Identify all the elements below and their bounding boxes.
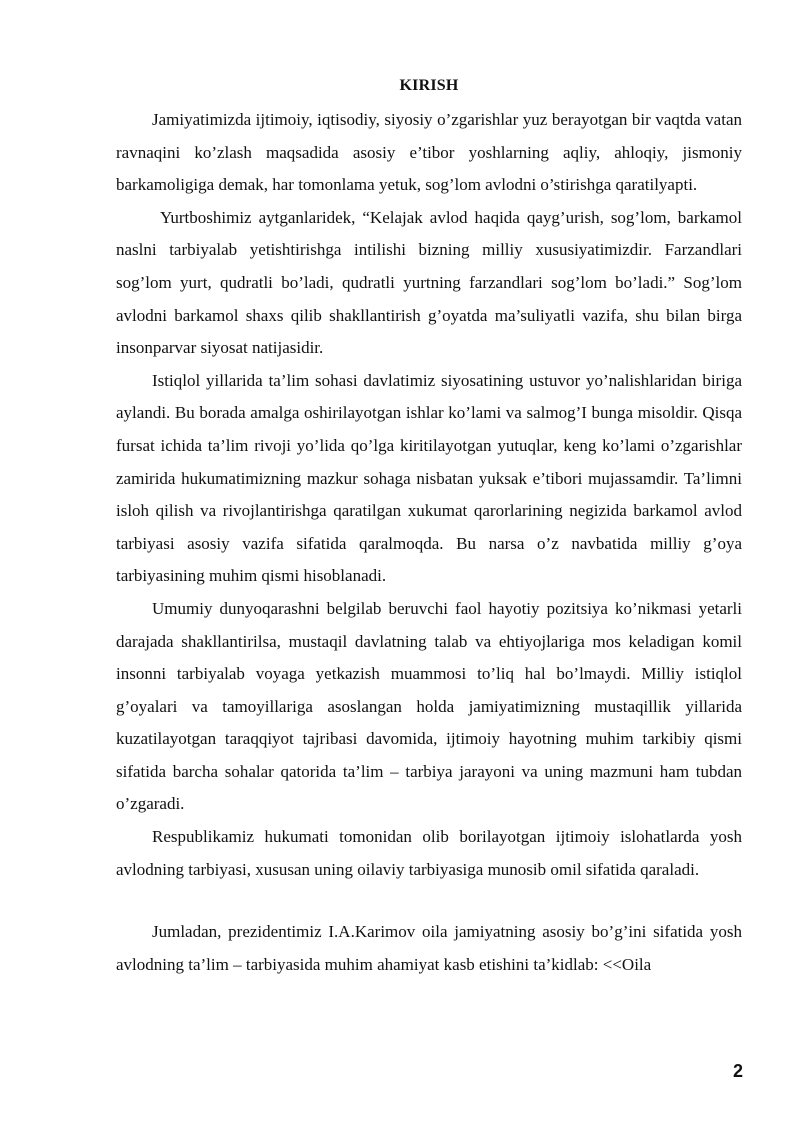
paragraph-5: Respublikamiz hukumati tomonidan olib borilayotgan ijtimoiy islohatlarda yosh avlodning tarbiyasi, xususan uning oilaviy tarbiyasiga munosib omil sifatida qaraladi.: [116, 827, 742, 879]
paragraph-6: Jumladan, prezidentimiz I.A.Karimov oila jamiyatning asosiy bo’g’ini sifatida yosh avlodning ta’lim – tarbiyasida muhim ahamiyat kasb etishini ta’kidlab: <<Oila: [116, 922, 742, 974]
paragraph-4: Umumiy dunyoqarashni belgilab beruvchi faol hayotiy pozitsiya ko’nikmasi yetarli darajada shakllantirilsa, mustaqil davlatning talab va ehtiyojlariga mos keladigan komil insonni tarbiyalab voyaga yetkazish muammosi to’liq hal bo’lmaydi. Milliy istiqlol g’oyalari va tamoyillariga asoslangan holda jamiyatimizning mustaqillik yillarida kuzatilayotgan taraqqiyot tajribasi davomida, ijtimoiy hayotning muhim tarkibiy qismi sifatida barcha sohalar qatorida ta’lim – tarbiya jarayoni va uning mazmuni ham tubdan o’zgaradi.: [116, 598, 742, 814]
paragraph-1: Jamiyatimizda ijtimoiy, iqtisodiy, siyosiy o’zgarishlar yuz berayotgan bir vaqtda vatan ravnaqini ko’zlash maqsadida asosiy e’tibor yoshlarning aqliy, ahloqiy, jismoniy barkamoligiga demak, har tomonlama yetuk, sog’lom avlodni o’stirishga qaratilyapti.: [116, 110, 742, 195]
page-number: 2: [732, 1061, 743, 1081]
section-heading: KIRISH: [399, 77, 459, 94]
paragraph-3: Istiqlol yillarida ta’lim sohasi davlatimiz siyosatining ustuvor yo’nalishlaridan biriga aylandi. Bu borada amalga oshirilayotgan ishlar ko’lami va salmog’I bunga misoldir. Qisqa fursat ichida ta’lim rivoji yo’lida qo’lga kiritilayotgan yutuqlar, keng ko’lami o’zgarishlar zamirida hukumatimizning mazkur sohaga nisbatan yuksak e’tibori mujassamdir. Ta’limni isloh qilish va rivojlantirishga qaratilgan xukumat qarorlarining negizida barkamol avlod tarbiyasi asosiy vazifa sifatida qaralmoqda. Bu narsa o’z navbatida milliy g’oya tarbiyasining muhim qismi hisoblanadi.: [116, 370, 742, 586]
document-page: [116, 76, 742, 981]
paragraph-2: Yurtboshimiz aytganlaridek, “Kelajak avlod haqida qayg’urish, sog’lom, barkamol naslni tarbiyalab yetishtirishga intilishi bizning milliy xususiyatimizdir. Farzandlari sog’lom yurt, qudratli bo’ladi, qudratli yurtning farzandlari sog’lom bo’ladi.” Sog’lom avlodni barkamol shaxs qilib shakllantirish g’oyatda ma’suliyatli vazifa, shu bilan birga insonparvar siyosat natijasidir.: [116, 207, 742, 358]
